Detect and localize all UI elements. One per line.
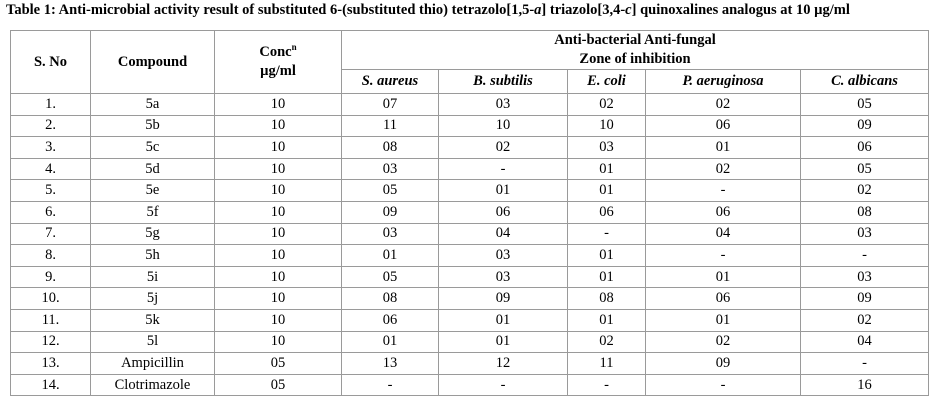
zone-value-cell: 05 xyxy=(801,158,929,180)
zone-value-cell: 02 xyxy=(646,331,801,353)
header-conc-label: Conc xyxy=(259,44,292,60)
sno-cell: 1. xyxy=(11,94,91,116)
sno-cell: 3. xyxy=(11,137,91,159)
zone-value-cell: 11 xyxy=(342,115,439,137)
conc-cell: 10 xyxy=(215,309,342,331)
conc-cell: 05 xyxy=(215,353,342,375)
zone-value-cell: 01 xyxy=(568,245,646,267)
compound-cell: Ampicillin xyxy=(91,353,215,375)
zone-value-cell: 03 xyxy=(342,223,439,245)
compound-cell: 5i xyxy=(91,266,215,288)
zone-value-cell: 09 xyxy=(801,115,929,137)
header-group-line1: Anti-bacterial Anti-fungal xyxy=(554,32,716,48)
zone-value-cell: 04 xyxy=(801,331,929,353)
caption-text-2: ] triazolo[3,4- xyxy=(541,2,626,18)
conc-cell: 10 xyxy=(215,245,342,267)
zone-value-cell: - xyxy=(646,245,801,267)
table-row xyxy=(11,137,929,159)
zone-value-cell: 08 xyxy=(342,288,439,310)
zone-value-cell: - xyxy=(439,158,568,180)
zone-value-cell: 13 xyxy=(342,353,439,375)
header-conc-unit: µg/ml xyxy=(260,63,296,79)
header-conc-sup: n xyxy=(291,42,297,53)
zone-value-cell: 10 xyxy=(568,115,646,137)
compound-cell: 5g xyxy=(91,223,215,245)
caption-text-3: ] quinoxalines analogus at 10 µg/ml xyxy=(631,2,850,18)
sno-cell: 5. xyxy=(11,180,91,202)
zone-value-cell: 02 xyxy=(439,137,568,159)
zone-value-cell: 07 xyxy=(342,94,439,116)
sno-cell: 12. xyxy=(11,331,91,353)
zone-value-cell: 03 xyxy=(801,266,929,288)
zone-value-cell: - xyxy=(801,245,929,267)
header-sno: S. No xyxy=(11,31,91,94)
compound-cell: 5h xyxy=(91,245,215,267)
zone-value-cell: 05 xyxy=(342,180,439,202)
sno-cell: 11. xyxy=(11,309,91,331)
zone-value-cell: - xyxy=(342,374,439,396)
sno-cell: 6. xyxy=(11,201,91,223)
zone-value-cell: 02 xyxy=(568,331,646,353)
zone-value-cell: 06 xyxy=(646,115,801,137)
table-body xyxy=(11,94,929,396)
zone-value-cell: 05 xyxy=(801,94,929,116)
zone-value-cell: 01 xyxy=(568,158,646,180)
zone-value-cell: - xyxy=(439,374,568,396)
header-organism: B. subtilis xyxy=(439,70,568,94)
header-compound: Compound xyxy=(91,31,215,94)
table-row xyxy=(11,115,929,137)
zone-value-cell: 02 xyxy=(646,94,801,116)
header-organism: P. aeruginosa xyxy=(646,70,801,94)
sno-cell: 8. xyxy=(11,245,91,267)
zone-value-cell: 09 xyxy=(439,288,568,310)
compound-cell: 5j xyxy=(91,288,215,310)
zone-value-cell: 06 xyxy=(801,137,929,159)
caption-text-1: Anti-microbial activity result of substituted 6-(substituted thio) tetrazolo[1,5- xyxy=(58,2,535,18)
zone-value-cell: 16 xyxy=(801,374,929,396)
table-row xyxy=(11,266,929,288)
zone-value-cell: - xyxy=(646,180,801,202)
zone-value-cell: 05 xyxy=(342,266,439,288)
zone-value-cell: 09 xyxy=(342,201,439,223)
conc-cell: 10 xyxy=(215,266,342,288)
header-conc xyxy=(215,31,342,94)
conc-cell: 05 xyxy=(215,374,342,396)
zone-value-cell: 01 xyxy=(439,309,568,331)
table-row xyxy=(11,353,929,375)
zone-value-cell: 01 xyxy=(568,266,646,288)
zone-value-cell: 03 xyxy=(439,266,568,288)
zone-value-cell: - xyxy=(568,374,646,396)
conc-cell: 10 xyxy=(215,223,342,245)
header-organism: E. coli xyxy=(568,70,646,94)
compound-cell: 5e xyxy=(91,180,215,202)
compound-cell: 5d xyxy=(91,158,215,180)
zone-value-cell: 03 xyxy=(801,223,929,245)
conc-cell: 10 xyxy=(215,94,342,116)
table-row xyxy=(11,223,929,245)
compound-cell: Clotrimazole xyxy=(91,374,215,396)
zone-value-cell: 02 xyxy=(801,309,929,331)
zone-value-cell: 01 xyxy=(646,137,801,159)
zone-value-cell: 01 xyxy=(646,266,801,288)
conc-cell: 10 xyxy=(215,201,342,223)
zone-value-cell: 03 xyxy=(439,245,568,267)
zone-value-cell: 01 xyxy=(568,180,646,202)
zone-value-cell: 01 xyxy=(439,331,568,353)
zone-value-cell: 02 xyxy=(646,158,801,180)
zone-value-cell: 04 xyxy=(646,223,801,245)
conc-cell: 10 xyxy=(215,180,342,202)
zone-value-cell: 01 xyxy=(646,309,801,331)
table-caption xyxy=(6,2,850,19)
conc-cell: 10 xyxy=(215,288,342,310)
sno-cell: 13. xyxy=(11,353,91,375)
caption-italic-c: c xyxy=(625,2,632,18)
activity-table xyxy=(10,30,929,396)
header-organism: C. albicans xyxy=(801,70,929,94)
zone-value-cell: - xyxy=(646,374,801,396)
zone-value-cell: 10 xyxy=(439,115,568,137)
zone-value-cell: - xyxy=(568,223,646,245)
header-group xyxy=(342,31,929,70)
table-row xyxy=(11,331,929,353)
sno-cell: 14. xyxy=(11,374,91,396)
table-row xyxy=(11,201,929,223)
table-row xyxy=(11,309,929,331)
zone-value-cell: 02 xyxy=(801,180,929,202)
compound-cell: 5c xyxy=(91,137,215,159)
sno-cell: 2. xyxy=(11,115,91,137)
caption-italic-a: a xyxy=(534,2,542,18)
compound-cell: 5a xyxy=(91,94,215,116)
conc-cell: 10 xyxy=(215,137,342,159)
zone-value-cell: - xyxy=(801,353,929,375)
zone-value-cell: 11 xyxy=(568,353,646,375)
zone-value-cell: 03 xyxy=(342,158,439,180)
zone-value-cell: 01 xyxy=(568,309,646,331)
conc-cell: 10 xyxy=(215,158,342,180)
zone-value-cell: 01 xyxy=(342,331,439,353)
table-row xyxy=(11,94,929,116)
conc-cell: 10 xyxy=(215,115,342,137)
zone-value-cell: 06 xyxy=(439,201,568,223)
zone-value-cell: 09 xyxy=(801,288,929,310)
caption-label: Table 1: xyxy=(6,2,56,18)
table-row xyxy=(11,180,929,202)
sno-cell: 7. xyxy=(11,223,91,245)
zone-value-cell: 03 xyxy=(439,94,568,116)
zone-value-cell: 04 xyxy=(439,223,568,245)
compound-cell: 5k xyxy=(91,309,215,331)
zone-value-cell: 03 xyxy=(568,137,646,159)
compound-cell: 5l xyxy=(91,331,215,353)
zone-value-cell: 02 xyxy=(568,94,646,116)
sno-cell: 9. xyxy=(11,266,91,288)
zone-value-cell: 06 xyxy=(568,201,646,223)
zone-value-cell: 08 xyxy=(568,288,646,310)
conc-cell: 10 xyxy=(215,331,342,353)
table-row xyxy=(11,158,929,180)
compound-cell: 5f xyxy=(91,201,215,223)
header-group-line2: Zone of inhibition xyxy=(579,51,691,67)
sno-cell: 4. xyxy=(11,158,91,180)
zone-value-cell: 09 xyxy=(646,353,801,375)
zone-value-cell: 01 xyxy=(342,245,439,267)
table-row xyxy=(11,288,929,310)
zone-value-cell: 08 xyxy=(801,201,929,223)
zone-value-cell: 06 xyxy=(342,309,439,331)
compound-cell: 5b xyxy=(91,115,215,137)
table-row xyxy=(11,245,929,267)
sno-cell: 10. xyxy=(11,288,91,310)
zone-value-cell: 08 xyxy=(342,137,439,159)
zone-value-cell: 06 xyxy=(646,201,801,223)
table-row xyxy=(11,374,929,396)
zone-value-cell: 01 xyxy=(439,180,568,202)
header-organism: S. aureus xyxy=(342,70,439,94)
zone-value-cell: 12 xyxy=(439,353,568,375)
zone-value-cell: 06 xyxy=(646,288,801,310)
